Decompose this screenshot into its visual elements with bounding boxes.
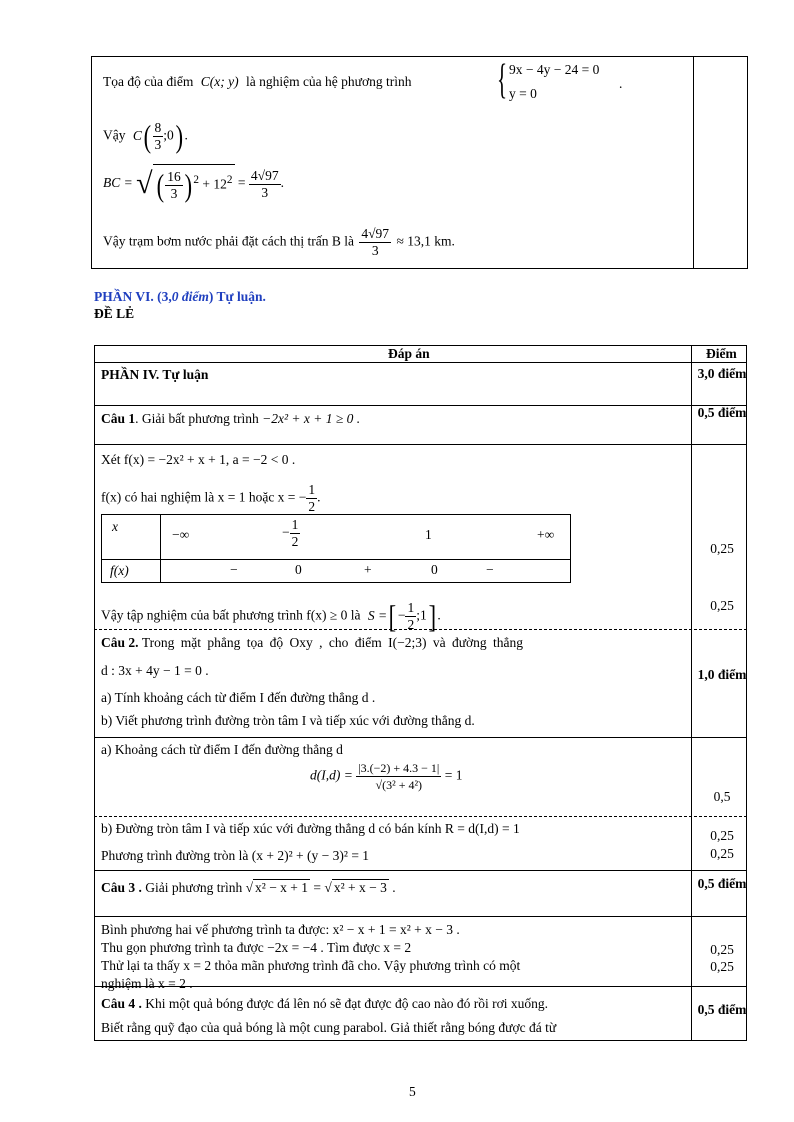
question-2-line: d : 3x + 4y − 1 = 0 . xyxy=(101,663,209,678)
question-2: Câu 2. Trong mặt phẳng tọa độ Oxy , cho điểm I(−2;3) và đường thẳng xyxy=(101,635,524,650)
answer-1-score-1: 0,25 xyxy=(710,541,734,556)
answer-3-score-2: 0,25 xyxy=(710,959,734,974)
answer-2a-score: 0,5 xyxy=(713,789,731,804)
question-2-b: b) Viết phương trình đường tròn tâm I và tiếp xúc với đường thẳng d. xyxy=(101,713,475,728)
top-score-box xyxy=(692,56,748,269)
part-score: 3,0 điểm xyxy=(697,366,747,381)
question-1-score: 0,5 điểm xyxy=(697,405,747,420)
question-3: Câu 3 . Giải phương trình √ x² − x + 1 = √ x² + x − 3 . xyxy=(101,880,396,895)
point-c-result: Vậy C( $\frac{8}{3}$ ;0) . xyxy=(103,118,188,154)
answer-1-line-1: Xét f(x) = −2x² + x + 1, a = −2 < 0 . xyxy=(101,452,296,467)
question-2-score: 1,0 điểm xyxy=(697,667,747,682)
answer-2b-score-1: 0,25 xyxy=(710,828,734,843)
answer-2b-line-1: b) Đường tròn tâm I và tiếp xúc với đường thẳng d có bán kính R = d(I,d) = 1 xyxy=(101,821,520,836)
answer-3-line-4: nghiệm là x = 2 . xyxy=(101,976,193,991)
answer-1-line-2: f(x) có hai nghiệm là x = 1 hoặc x = − $\frac{1}{2}$ . xyxy=(101,482,321,514)
answer-2a-formula: d(I,d) = $\frac{|3.(-2) + 4.3 - 1|}{\text{√(3² + 4²)}}$ = 1 xyxy=(310,761,463,792)
answer-2a-title: a) Khoảng cách từ điểm I đến đường thẳng d xyxy=(101,742,343,757)
page-number: 5 xyxy=(409,1084,416,1099)
question-4-line-2: Biết rằng quỹ đạo của quả bóng là một cung parabol. Giả thiết rằng bóng được đá từ xyxy=(101,1020,557,1035)
answer-3-line-2: Thu gọn phương trình ta được −2x = −4 . Tìm được x = 2 xyxy=(101,940,412,955)
section-subtitle: ĐỀ LẺ xyxy=(94,306,135,321)
answer-3-line-3: Thử lại ta thấy x = 2 thỏa mãn phương trình đã cho. Vậy phương trình có một xyxy=(101,958,521,973)
bc-formula: BC = √ ( $\frac{16}{3}$ ) $^2 + 12^2$ = $\frac{4√97}{3}$ . xyxy=(103,164,284,204)
question-4-line-1: Câu 4 . Khi một quả bóng được đá lên nó sẽ đạt được độ cao nào đó rồi rơi xuống. xyxy=(101,996,548,1011)
sign-table: x −∞ − $\frac{1}{2}$ 1 +∞ f(x) − 0 + 0 − xyxy=(101,514,571,583)
answer-3-score-1: 0,25 xyxy=(710,942,734,957)
question-1: Câu 1. Giải bất phương trình −2x² + x + 1 ≥ 0 . xyxy=(101,411,361,426)
question-2-a: a) Tính khoảng cách từ điểm I đến đường thẳng d . xyxy=(101,690,376,705)
answer-1-score-2: 0,25 xyxy=(710,598,734,613)
question-4-score: 0,5 điểm xyxy=(697,1002,747,1017)
part-title: PHẦN IV. Tự luận xyxy=(101,367,209,382)
col-header-score: Điểm xyxy=(706,346,737,361)
answer-2b-line-2: Phương trình đường tròn là (x + 2)² + (y − 3)² = 1 xyxy=(101,848,370,863)
answer-2b-score-2: 0,25 xyxy=(710,846,734,861)
top-final-line: Vậy trạm bơm nước phải đặt cách thị trấn B là $\frac{4√97}{3}$ ≈ 13,1 km. xyxy=(103,226,455,258)
section-title: PHẦN VI. (3,0 điểm) Tự luận. xyxy=(94,289,266,304)
answer-1-conclusion: Vậy tập nghiệm của bất phương trình f(x) ≥ 0 là S =[ − $\frac{1}{2}$ ;1] . xyxy=(101,598,441,634)
question-3-score: 0,5 điểm xyxy=(697,876,747,891)
top-line-1: Tọa độ của điểm C(x; y) là nghiệm của hệ phương trình xyxy=(103,74,412,89)
fraction: $\frac{8}{3}$ xyxy=(154,120,162,152)
answer-3-line-1: Bình phương hai vế phương trình ta được: x² − x + 1 = x² + x − 3 . xyxy=(101,922,460,937)
col-header-answer: Đáp án xyxy=(388,346,430,361)
